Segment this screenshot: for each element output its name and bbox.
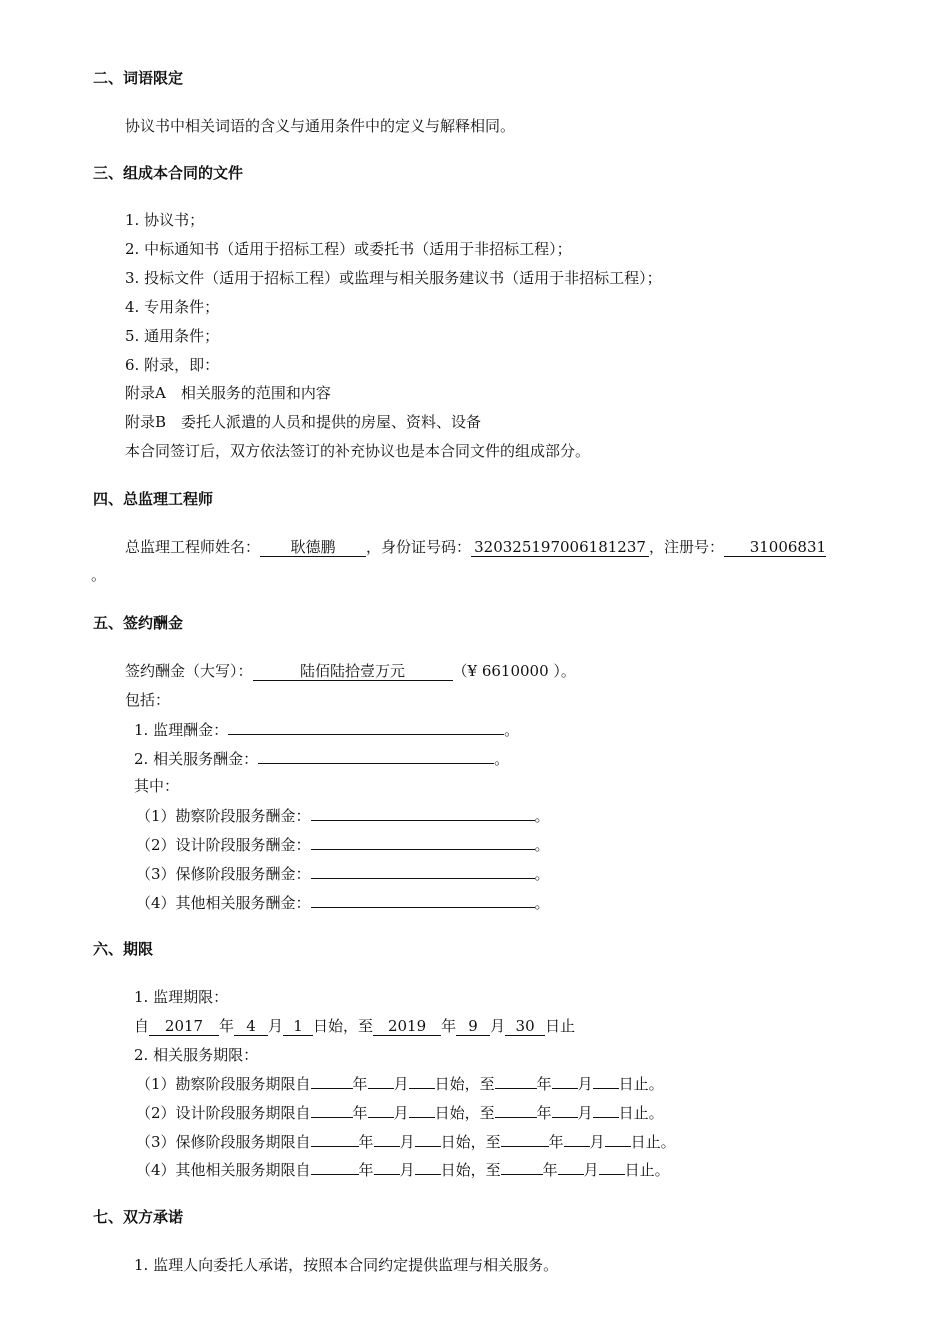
- include-label: 包括：: [125, 691, 171, 709]
- year-label: 年: [536, 1075, 552, 1093]
- month-label: 月: [583, 1161, 599, 1179]
- doc-list-item: 6. 附录，即：: [125, 356, 220, 374]
- name-label: 总监理工程师姓名：: [125, 538, 261, 556]
- year-label: 年: [536, 1104, 552, 1122]
- fee-sub-1: [136, 805, 550, 826]
- end-text: 日止: [545, 1017, 576, 1035]
- day-blank: [409, 1073, 435, 1089]
- fee-line: [125, 661, 576, 681]
- period-mark: 。: [504, 721, 520, 739]
- appendix-a: 附录A 相关服务的范围和内容: [125, 384, 331, 402]
- day-blank: [415, 1159, 441, 1175]
- fee-sub-3: [136, 863, 550, 884]
- fee-item-2: [134, 748, 509, 769]
- term-item-1: 1. 监理期限：: [134, 988, 229, 1006]
- chief-engineer-line: [125, 537, 826, 557]
- day-end: 日止。: [624, 1161, 670, 1179]
- year-label: 年: [352, 1075, 368, 1093]
- among-label: 其中：: [134, 777, 180, 795]
- fee-value: 陆佰陆拾壹万元: [253, 663, 453, 681]
- day-blank: [599, 1159, 625, 1175]
- fee-amount: （¥ 6610000 ）。: [452, 662, 576, 680]
- month-label: 月: [577, 1075, 593, 1093]
- fee-item-label: 2. 相关服务酬金：: [134, 750, 259, 768]
- fee-sub-4: [136, 892, 550, 913]
- id-value: 320325197006181237: [471, 539, 649, 557]
- day-start: 日始，至: [434, 1104, 495, 1122]
- month-blank: [564, 1131, 590, 1147]
- doc-list-item: 3. 投标文件（适用于招标工程）或监理与相关服务建议书（适用于非招标工程）；: [125, 269, 662, 287]
- fee-label: 签约酬金（大写）：: [125, 662, 253, 680]
- reg-label: ，注册号：: [649, 538, 725, 556]
- end-year: 2019: [373, 1018, 441, 1036]
- month-label: 月: [393, 1104, 409, 1122]
- year-blank: [495, 1102, 537, 1118]
- month-label: 月: [268, 1017, 284, 1035]
- day-blank: [593, 1102, 619, 1118]
- month-blank: [552, 1102, 578, 1118]
- day-start: 日始，至: [434, 1075, 495, 1093]
- period-mark: 。: [534, 865, 550, 883]
- day-blank: [415, 1131, 441, 1147]
- fee-blank: [311, 863, 535, 879]
- month-blank: [558, 1159, 584, 1175]
- period-mark: 。: [534, 894, 550, 912]
- fee-blank: [311, 892, 535, 908]
- term-sub-2: [136, 1102, 664, 1123]
- fee-blank: [228, 719, 504, 735]
- period-mark: 。: [534, 836, 550, 854]
- term-item-2: 2. 相关服务期限：: [134, 1046, 259, 1064]
- month-blank: [368, 1073, 394, 1089]
- supervision-term-line: [134, 1016, 575, 1036]
- year-label: 年: [358, 1161, 374, 1179]
- fee-item-1: [134, 719, 519, 740]
- year-blank: [311, 1131, 359, 1147]
- id-label: ，身份证号码：: [366, 538, 472, 556]
- fee-sub-label: （3）保修阶段服务酬金：: [136, 865, 311, 883]
- fee-sub-label: （1）勘察阶段服务酬金：: [136, 807, 311, 825]
- month-blank: [552, 1073, 578, 1089]
- start-year: 2017: [149, 1018, 219, 1036]
- month-label: 月: [399, 1133, 415, 1151]
- year-label: 年: [352, 1104, 368, 1122]
- fee-blank: [258, 748, 494, 764]
- term-sub-label: （1）勘察阶段服务期限自: [136, 1075, 311, 1093]
- end-day: 30: [505, 1018, 545, 1036]
- year-blank: [311, 1159, 359, 1175]
- section-heading-3: 三、组成本合同的文件: [93, 164, 244, 182]
- start-day: 1: [283, 1018, 313, 1036]
- section-2-paragraph: 协议书中相关词语的含义与通用条件中的定义与解释相同。: [125, 117, 516, 135]
- month-label: 月: [399, 1161, 415, 1179]
- doc-list-item: 5. 通用条件；: [125, 327, 220, 345]
- term-sub-1: [136, 1073, 664, 1094]
- day-end: 日止。: [618, 1075, 664, 1093]
- term-sub-label: （3）保修阶段服务期限自: [136, 1133, 311, 1151]
- year-blank: [501, 1159, 543, 1175]
- start-text: 日始，至: [313, 1017, 374, 1035]
- section-heading-2: 二、词语限定: [93, 69, 184, 87]
- day-start: 日始，至: [440, 1133, 501, 1151]
- end-mark: 。: [91, 566, 107, 584]
- term-sub-3: [136, 1131, 676, 1152]
- month-label: 月: [589, 1133, 605, 1151]
- section-heading-5: 五、签约酬金: [93, 614, 184, 632]
- period-mark: 。: [494, 750, 510, 768]
- from-label: 自: [134, 1017, 150, 1035]
- month-label: 月: [393, 1075, 409, 1093]
- doc-list-item: 2. 中标通知书（适用于招标工程）或委托书（适用于非招标工程）；: [125, 240, 572, 258]
- start-month: 4: [234, 1018, 268, 1036]
- fee-item-label: 1. 监理酬金：: [134, 721, 229, 739]
- fee-sub-2: [136, 834, 550, 855]
- day-blank: [593, 1073, 619, 1089]
- term-sub-4: [136, 1159, 670, 1180]
- year-blank: [495, 1073, 537, 1089]
- fee-sub-label: （4）其他相关服务酬金：: [136, 894, 311, 912]
- period-mark: 。: [534, 807, 550, 825]
- year-label: 年: [441, 1017, 457, 1035]
- fee-blank: [311, 834, 535, 850]
- section-heading-7: 七、双方承诺: [93, 1208, 184, 1226]
- year-blank: [311, 1073, 353, 1089]
- section-heading-4: 四、总监理工程师: [93, 490, 214, 508]
- day-start: 日始，至: [440, 1161, 501, 1179]
- day-end: 日止。: [618, 1104, 664, 1122]
- month-blank: [368, 1102, 394, 1118]
- month-blank: [374, 1159, 400, 1175]
- fee-blank: [311, 805, 535, 821]
- commitment-item-1: 1. 监理人向委托人承诺，按照本合同约定提供监理与相关服务。: [134, 1256, 559, 1274]
- section-3-note: 本合同签订后，双方依法签订的补充协议也是本合同文件的组成部分。: [125, 442, 591, 460]
- term-sub-label: （2）设计阶段服务期限自: [136, 1104, 311, 1122]
- month-label: 月: [577, 1104, 593, 1122]
- term-sub-label: （4）其他相关服务期限自: [136, 1161, 311, 1179]
- year-label: 年: [358, 1133, 374, 1151]
- doc-list-item: 4. 专用条件；: [125, 298, 220, 316]
- end-month: 9: [456, 1018, 490, 1036]
- day-blank: [605, 1131, 631, 1147]
- doc-list-item: 1. 协议书；: [125, 211, 205, 229]
- section-heading-6: 六、期限: [93, 940, 154, 958]
- year-label: 年: [548, 1133, 564, 1151]
- reg-value: 31006831: [724, 539, 826, 557]
- month-blank: [374, 1131, 400, 1147]
- day-end: 日止。: [630, 1133, 676, 1151]
- name-value: 耿德鹏: [260, 539, 366, 557]
- fee-sub-label: （2）设计阶段服务酬金：: [136, 836, 311, 854]
- year-label: 年: [219, 1017, 235, 1035]
- appendix-b: 附录B 委托人派遣的人员和提供的房屋、资料、设备: [125, 413, 482, 431]
- year-blank: [501, 1131, 549, 1147]
- month-label: 月: [490, 1017, 506, 1035]
- year-label: 年: [542, 1161, 558, 1179]
- year-blank: [311, 1102, 353, 1118]
- day-blank: [409, 1102, 435, 1118]
